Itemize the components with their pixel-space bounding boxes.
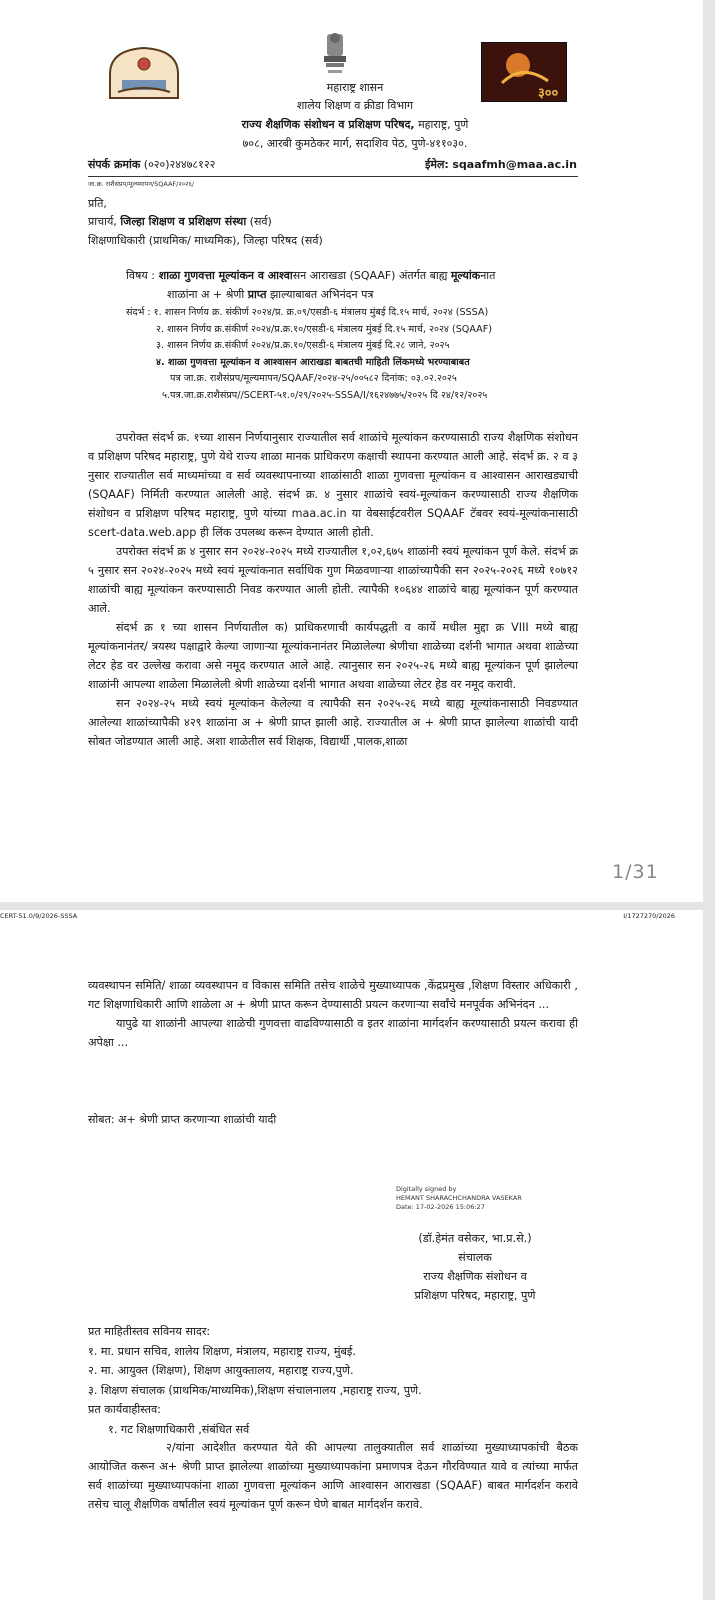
scrollbar-track[interactable] [703,0,715,1600]
department-name: शालेय शिक्षण व क्रीडा विभाग [296,99,414,112]
signatory-name: (डॉ.हेमंत वसेकर, भा.प्र.से.) [418,1232,532,1245]
body-paragraph: २/यांना आदेशीत करण्यात येते की आपल्या तालुक्यातील सर्व शाळांच्या मुख्याध्यापकांची बैठक आयोजित करून अ+ श्रेणी प्राप्त झालेल्या शाळांच्या मुख्याध्यापकांना प्रमाणपत्र देऊन गौरविण्यात यावे व त्यांच्या मार्फत सर्व शाळांच्या मुख्याध्यापकांना शाळा गुणवत्ता मूल्यांकन आणि आश्वासन आराखडा (SQAAF) बाबत मार्गदर्शन करावे तसेच चालू शैक्षणिक वर्षातील स्वयं मूल्यांकन पूर्ण करून घेणे बाबत मार्गदर्शन करावे. [88,1441,578,1511]
email-label: ईमेल: [425,158,449,171]
body-paragraph: सन २०२४-२५ मध्ये स्वयं मूल्यांकन केलेल्या व त्यापैकी सन २०२५-२६ मध्ये बाह्य मूल्यांकनासाठी निवडण्यात आलेल्या शाळांच्यापैकी ४२९ शाळांना अ + श्रेणी प्राप्त झाली आहे. राज्यातील अ + श्रेणी प्राप्त झालेल्या शाळांची यादी सोबत जोडण्यात आली आहे. अशा शाळेतील सर्व शिक्षक, विद्यार्थी ,पालक,शाळा [88,697,578,748]
subject-bold-3: प्राप्त [247,288,267,301]
signatory-org: राज्य शैक्षणिक संशोधन व [423,1270,527,1283]
institution-logo [104,44,184,102]
subject-bold-1: शाळा गुणवत्ता मूल्यांकन व आश्वा [154,269,293,282]
header-divider [88,176,578,177]
copy-info-item: २. मा. आयुक्त (शिक्षण), शिक्षण आयुक्तालय, महाराष्ट्र राज्य,पुणे. [88,1364,354,1377]
file-number: CERT-51.0/9/2026-SSSA [0,912,78,920]
reference-item: संदर्भ : १. शासन निर्णय क्र. संकीर्ण २०२४/प्र. क्र.०९/एसडी-६ मंत्रालय मुंबई दि.१५ मार्च, २०२४ (SSSA) [126,307,489,318]
copy-info-item: १. मा. प्रधान सचिव, शालेय शिक्षण, मंत्रालय, महाराष्ट्र राज्य, मुंबई. [88,1344,356,1358]
contact-line [88,157,215,173]
addressee-1-suffix: (सर्व) [246,215,272,228]
copy-info-item: ३. शिक्षण संचालक (प्राथमिक/माध्यमिक),शिक्षण संचालनालय ,महाराष्ट्र राज्य, पुणे. [88,1383,422,1397]
subject-bold-2: मूल्यांक [450,269,481,282]
digital-signature [396,1185,522,1212]
reference-number: जा.क्र. राशैसंप्रप/मूल्यमापन/SQAAF/२०२६/ [88,180,195,188]
body-paragraph: व्यवस्थापन समिति/ शाळा व्यवस्थापन व विकास समिति तसेच शाळेचे मुख्याध्यापक ,केंद्रप्रमुख ,शिक्षण विस्तार अधिकारी , गट शिक्षणाधिकारी आणि शाळेला अ + श्रेणी प्राप्त करून देण्यासाठी प्रयत्न करणाऱ्या सर्वांचे मनपूर्वक अभिनंदन ... [88,979,578,1011]
subject-line-1 [126,268,495,284]
reference-item: ५.पत्र.जा.क्र.राशैसंप्रप//SCERT-५१.०/२९/२०२५-SSSA/I/१६२४७७५/२०२५ दि २४/१२/२०२५ [162,389,488,401]
addressee-1-bold: जिल्हा शिक्षण व प्रशिक्षण संस्था [120,215,247,228]
council-place: महाराष्ट्र, पुणे [418,118,469,131]
reference-item: ४. शाळा गुणवत्ता मूल्यांकन व आश्वासन आराखडा बाबतची माहिती लिंकमध्ये भरण्याबाबत [156,356,470,368]
reference-item: पत्र जा.क्र. राशैसंप्रप/मूल्यमापन/SQAAF/२०२४-२५/००५८२ दिनांक: ०३.०२.२०२५ [170,373,457,384]
page2-body [88,976,578,1052]
reference-item: ३. शासन निर्णय क्र.संकीर्ण २०२४/प्र.क्र.१०/एसडी-६ मंत्रालय मुंबई दि.२८ जाने, २०२५ [156,340,450,351]
contact-label: संपर्क क्रमांक [88,158,141,171]
subject-text-1: सन आराखडा (SQAAF) अंतर्गत बाह्य [292,269,451,282]
subject-label: विषय : [126,269,155,282]
salutation: प्रति, [88,197,107,210]
addressee-2: शिक्षणाधिकारी (प्राथमिक/ माध्यमिक), जिल्हा परिषद (सर्व) [88,234,323,247]
copy-list [88,1322,588,1439]
anniversary-logo [481,42,567,102]
body-paragraph: उपरोक्त संदर्भ क्र. १च्या शासन निर्णयानुसार राज्यातील सर्व शाळांचे मूल्यांकन करण्यासाठी राज्य शैक्षणिक संशोधन व प्रशिक्षण परिषद महाराष्ट्र, पुणे येथे राज्य शाळा मानक प्राधिकरण कक्षाची स्थापना करण्यात आली आहे. संदर्भ क्र. २ व ३ नुसार राज्यातील सर्व माध्यमांच्या व सर्व व्यवस्थापनाच्या शाळांसाठी शाळा गुणवत्ता मूल्यांकन व आश्वासन आराखड्याची (SQAAF) निर्मिती करण्यात आलेली आहे. संदर्भ क्र. ४ नुसार शाळांचे स्वयं-मूल्यांकन करण्यासाठी राज्य शैक्षणिक संशोधन व प्रशिक्षण परिषद महाराष्ट्र, पुणे यांच्या maa.ac.in या वेबसाईटवरील SQAAF टॅबवर स्वयं-मूल्यांकनासाठी scert-data.web.app ही लिंक उपलब्ध करून देण्यात आली होती. [88,431,578,539]
email-address[interactable]: sqaafmh@maa.ac.in [452,158,577,171]
signature-line: Digitally signed by [396,1185,457,1193]
logo-number: ३०० [538,86,559,101]
gov-name: महाराष्ट्र शासन [326,81,384,94]
body-paragraph: उपरोक्त संदर्भ क्र ४ नुसार सन २०२४-२०२५ मध्ये राज्यातील १,०२,६७५ शाळांनी स्वयं मूल्यांकन पूर्ण केले. संदर्भ क्र ५ नुसार सन २०२४-२०२५ मध्ये स्वयं मूल्यांकनात सर्वाधिक गुण मिळवणाऱ्या शाळांच्यापैकी सन २०२५-२०२६ मध्ये १०७१२ शाळांची बाह्य मूल्यांकन करण्यासाठी निवड करण्यात आली होती. त्यापैकी १०६४४ शाळांचे बाह्य मूल्यांकन पूर्ण करण्यात आले. [88,545,578,615]
reference-item: २. शासन निर्णय क्र.संकीर्ण २०२४/प्र.क्र.१०/एसडी-६ मंत्रालय मुंबई दि.१५ मार्च, २०२४ (SQAAF) [156,323,493,335]
copy-info-heading: प्रत माहितीस्तव सविनय सादर: [88,1325,211,1338]
council-name [170,117,540,133]
subject-text-4: झाल्याबाबत अभिनंदन पत्र [266,288,374,301]
subject-line-2 [167,287,373,303]
signature-line: Date: 17-02-2026 15:06:27 [396,1203,485,1211]
receipt-number: I/1727270/2026 [623,912,675,920]
email-line [425,157,577,173]
enclosure-note: सोबत: अ+ श्रेणी प्राप्त करणाऱ्या शाळांची यादी [88,1113,277,1126]
document-page-2 [0,910,703,1600]
council-name-bold: राज्य शैक्षणिक संशोधन व प्रशिक्षण परिषद, [241,118,415,131]
body-paragraph: संदर्भ क्र १ च्या शासन निर्णयातील क) प्राधिकरणाची कार्यपद्धती व कार्ये मधील मुद्दा क्र VIII मध्ये बाह्य मूल्यांकनानंतर/ त्रयस्थ पक्षाद्वारे केल्या जाणाऱ्या मूल्यांकनानंतर मिळालेल्या श्रेणीचा शाळेच्या दर्शनी भागात अथवा शाळेच्या लेटर हेड वर उल्लेख करावा असे नमूद करण्यात आले आहे. त्यानुसार सन २०२५-२६ मध्ये बाह्य मूल्यांकन पूर्ण झालेल्या शाळांनी आपल्या शाळेला मिळालेली श्रेणी शाळेच्या दर्शनी भागात अथवा शाळेच्या लेटर हेड वर नमूद करावी. [88,621,578,691]
signatory-block [385,1229,565,1305]
subject-text-3: शाळांना अ + श्रेणी [167,288,248,301]
copy-action-item: १. गट शिक्षणाधिकारी ,संबंधित सर्व [108,1422,250,1436]
state-emblem-icon [318,30,352,78]
letter-body [88,428,578,751]
page-separator [0,902,703,910]
signatory-org: प्रशिक्षण परिषद, महाराष्ट्र, पुणे [414,1289,536,1302]
signature-line: HEMANT SHARACHCHANDRA VASEKAR [396,1194,522,1202]
subject-text-2: नात [480,269,496,282]
reference-list [126,305,576,404]
address: ७०८, आरबी कुमठेकर मार्ग, सदाशिव पेठ, पुणे-४११०३०. [242,137,468,150]
signatory-title: संचालक [458,1251,492,1264]
addressee-1 [88,214,272,230]
contact-number: (०२०)२४४७८१२२ [143,158,216,171]
page-counter: 1/31 [612,861,659,883]
copy-action-heading: प्रत कार्यवाहीस्तव: [88,1403,161,1416]
body-paragraph: यापुढे या शाळांनी आपल्या शाळेची गुणवत्ता वाढविण्यासाठी व इतर शाळांना मार्गदर्शन करण्यासाठी प्रयत्न करावा ही अपेक्षा ... [88,1017,578,1049]
addressee-1-prefix: प्राचार्य, [88,215,121,228]
final-instructions [88,1438,578,1514]
